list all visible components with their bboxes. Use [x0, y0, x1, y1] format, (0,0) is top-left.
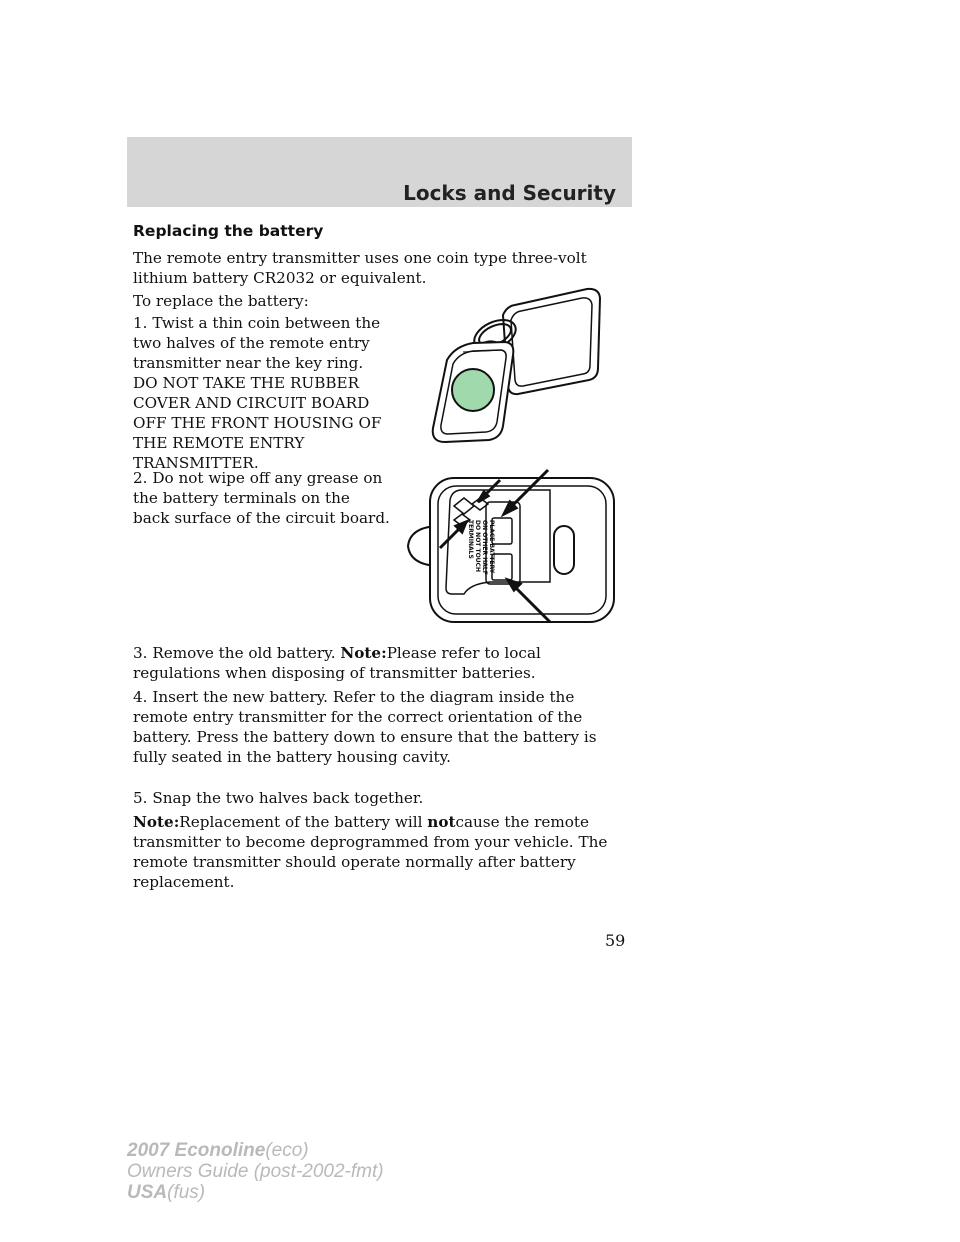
- subheading: Replacing the battery: [133, 222, 324, 240]
- footer-market: USA: [127, 1182, 168, 1203]
- step-1: 1. Twist a thin coin between the two halves of the remote entry transmitter near the key ring. DO NOT TAKE THE RUBBER COVER AND CIRCUIT BOARD OFF THE FRONT HOUSING OF THE REMOTE ENTRY TRANSMITTER.: [133, 314, 382, 472]
- footer-line-3: [127, 1182, 384, 1203]
- footer-market-code: (fus): [167, 1182, 206, 1203]
- section-title: Locks and Security: [403, 181, 616, 205]
- step-5: 5. Snap the two halves back together.: [133, 789, 424, 807]
- page-number: 59: [605, 931, 626, 950]
- note-label: Note:: [133, 813, 180, 831]
- battery-coin: [452, 369, 494, 411]
- label-line-1: PLACE BATTERY: [488, 520, 495, 574]
- footer-model: 2007 Econoline: [127, 1140, 266, 1161]
- footer-line-1: [127, 1140, 384, 1161]
- header-band: [127, 137, 632, 207]
- intro-paragraph: The remote entry transmitter uses one coin type three-volt lithium battery CR2032 or equivalent.: [133, 249, 587, 287]
- label-line-3: DO NOT TOUCH: [474, 520, 481, 572]
- battery-terminals-figure: [400, 462, 620, 632]
- step-2: 2. Do not wipe off any grease on the battery terminals on the back surface of the circuit board.: [133, 469, 390, 527]
- label-line-2: ON OTHER HALF: [481, 520, 488, 575]
- note-paragraph: [133, 812, 633, 892]
- note-not: not: [427, 813, 456, 831]
- back-half-housing: [503, 289, 600, 394]
- note-text-b: cause the remote transmitter to become deprogrammed from your vehicle. The remote transmitter should operate normally after battery replacement.: [133, 813, 608, 891]
- step-4: 4. Insert the new battery. Refer to the diagram inside the remote entry transmitter for the correct orientation of the battery. Press the battery down to ensure that the battery is fully seated in the battery housing cavity.: [133, 688, 597, 766]
- step-3-note: Please refer to local regulations when disposing of transmitter batteries.: [133, 644, 541, 682]
- footer: [127, 1140, 384, 1203]
- to-replace-text: To replace the battery:: [133, 292, 309, 310]
- note-text-a: Replacement of the battery will: [179, 813, 428, 831]
- step-3-note-label: Note:: [340, 644, 387, 662]
- footer-line-2: Owners Guide (post-2002-fmt): [127, 1161, 384, 1182]
- label-line-4: TERMINALS: [467, 520, 474, 559]
- remote-opened-figure: [415, 280, 615, 450]
- step-3-text: 3. Remove the old battery.: [133, 644, 341, 662]
- footer-model-code: (eco): [265, 1140, 309, 1161]
- step-3: [133, 643, 633, 683]
- housing-outline: [408, 478, 614, 622]
